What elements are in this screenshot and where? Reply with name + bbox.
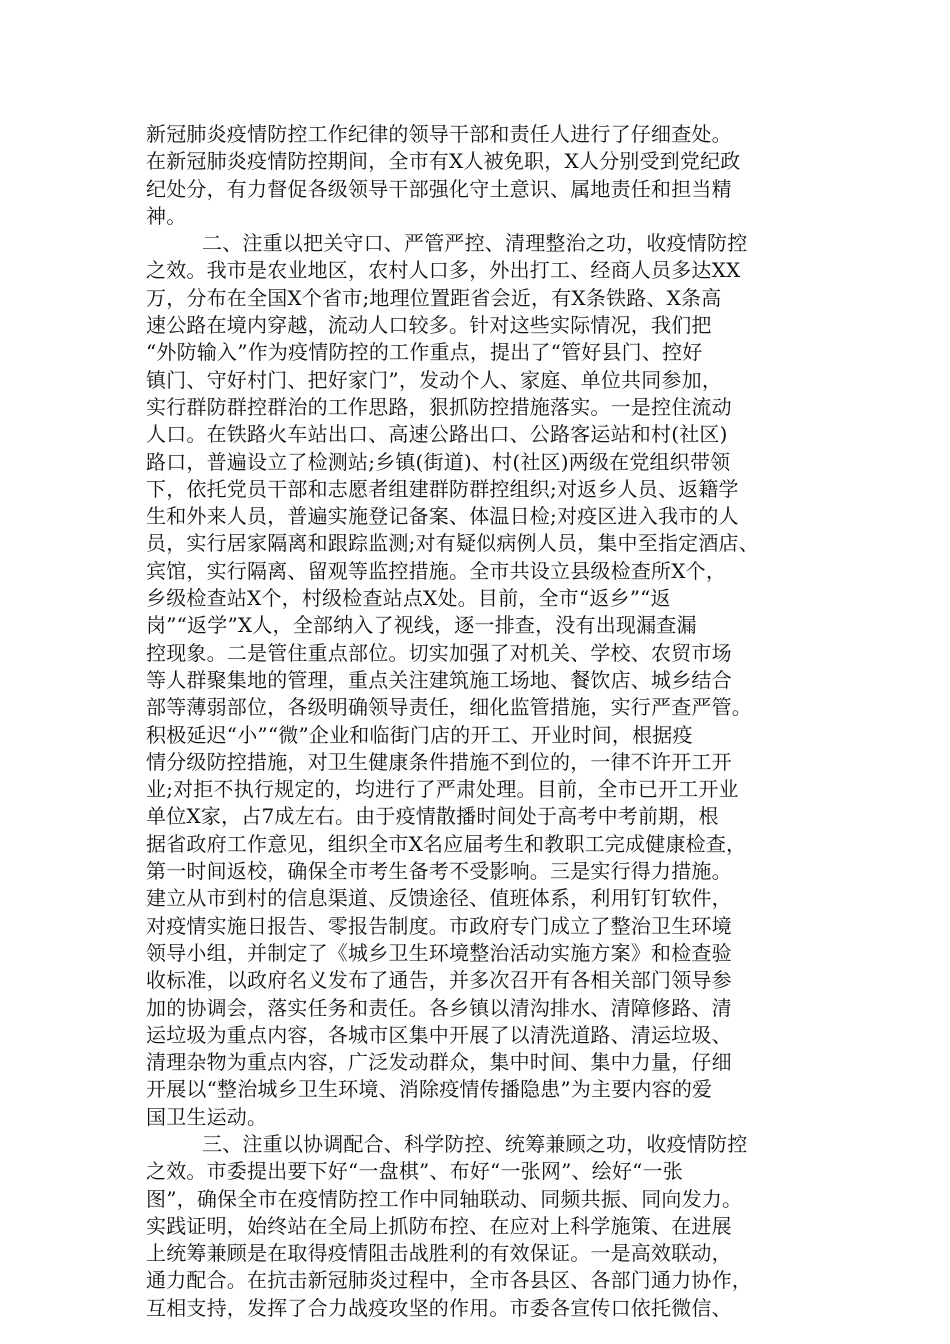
text-line: 开展以“整治城乡卫生环境、消除疫情传播隐患”为主要内容的爱 (146, 1077, 713, 1102)
text-line: 单位X家，占7成左右。由于疫情散播时间处于高考中考前期，根 (146, 804, 719, 829)
text-line: 情分级防控措施，对卫生健康条件措施不到位的，一律不许开工开 (146, 749, 732, 774)
text-line: 三、注重以协调配合、科学防控、统筹兼顾之功，收疫情防控 (202, 1131, 748, 1156)
text-line: 之效。我市是农业地区，农村人口多，外出打工、经商人员多达XX (146, 258, 741, 283)
text-line: “外防输入”作为疫情防控的工作重点，提出了“管好县门、控好 (146, 340, 703, 365)
text-line: 国卫生运动。 (146, 1104, 268, 1129)
text-line: 第一时间返校，确保全市考生备考不受影响。三是实行得力措施。 (146, 859, 732, 884)
document-body-text (146, 121, 822, 1322)
text-line: 加的协调会，落实任务和责任。各乡镇以清沟排水、清障修路、清 (146, 995, 732, 1020)
text-line: 清理杂物为重点内容，广泛发动群众，集中时间、集中力量，仔细 (146, 1050, 732, 1075)
text-line: 部等薄弱部位，各级明确领导责任，细化监管措施，实行严查严管。 (146, 695, 752, 720)
text-line: 据省政府工作意见，组织全市X名应届考生和教职工完成健康检查， (146, 831, 747, 856)
text-line: 万，分布在全国X个省市;地理位置距省会近，有X条铁路、X条高 (146, 285, 722, 310)
text-line: 领导小组，并制定了《城乡卫生环境整治活动实施方案》和检查验 (146, 940, 732, 965)
text-line: 等人群聚集地的管理，重点关注建筑施工场地、餐饮店、城乡结合 (146, 667, 732, 692)
text-line: 镇门、守好村门、把好家门”，发动个人、家庭、单位共同参加， (146, 367, 723, 392)
text-line: 运垃圾为重点内容，各城市区集中开展了以清洗道路、清运垃圾、 (146, 1022, 732, 1047)
text-line: 上统筹兼顾是在取得疫情阻击战胜利的有效保证。一是高效联动， (146, 1241, 732, 1266)
text-line: 收标准，以政府名义发布了通告，并多次召开有各相关部门领导参 (146, 968, 732, 993)
text-line: 乡级检查站X个，村级检查站点X处。目前，全市“返乡”“返 (146, 586, 671, 611)
text-line: 员，实行居家隔离和跟踪监测;对有疑似病例人员，集中至指定酒店、 (146, 531, 759, 556)
text-line: 速公路在境内穿越，流动人口较多。针对这些实际情况，我们把 (146, 313, 712, 338)
text-line: 宾馆，实行隔离、留观等监控措施。全市共设立县级检查所X个， (146, 558, 727, 583)
text-line: 生和外来人员，普遍实施登记备案、体温日检;对疫区进入我市的人 (146, 504, 739, 529)
text-line: 之效。市委提出要下好“一盘棋”、布好“一张网”、绘好“一张 (146, 1159, 683, 1184)
text-line: 二、注重以把关守口、严管严控、清理整治之功，收疫情防控 (202, 231, 748, 256)
text-line: 岗”“返学”X人，全部纳入了视线，逐一排查，没有出现漏查漏 (146, 613, 697, 638)
text-line: 建立从市到村的信息渠道、反馈途径、值班体系，利用钉钉软件， (146, 886, 732, 911)
text-line: 人口。在铁路火车站出口、高速公路出口、公路客运站和村(社区) (146, 422, 728, 447)
text-line: 在新冠肺炎疫情防控期间，全市有X人被免职，X人分别受到党纪政 (146, 149, 741, 174)
text-line: 控现象。二是管住重点部位。切实加强了对机关、学校、农贸市场 (146, 640, 732, 665)
text-line: 互相支持，发挥了合力战疫攻坚的作用。市委各宣传口依托微信、 (146, 1295, 732, 1320)
text-line: 纪处分，有力督促各级领导干部强化守土意识、属地责任和担当精 (146, 176, 732, 201)
text-line: 通力配合。在抗击新冠肺炎过程中，全市各县区、各部门通力协作， (146, 1268, 752, 1293)
text-line: 下，依托党员干部和志愿者组建群防群控组织;对返乡人员、返籍学 (146, 476, 739, 501)
text-line: 实践证明，始终站在全局上抓防布控、在应对上科学施策、在进展 (146, 1213, 732, 1238)
text-line: 业;对拒不执行规定的，均进行了严肃处理。目前，全市已开工开业 (146, 777, 739, 802)
text-line: 图”，确保全市在疫情防控工作中同轴联动、同频共振、同向发力。 (146, 1186, 743, 1211)
text-line: 路口，普遍设立了检测站;乡镇(街道)、村(社区)两级在党组织带领 (146, 449, 731, 474)
text-line: 对疫情实施日报告、零报告制度。市政府专门成立了整治卫生环境 (146, 913, 732, 938)
text-line: 新冠肺炎疫情防控工作纪律的领导干部和责任人进行了仔细查处。 (146, 122, 732, 146)
text-line: 实行群防群控群治的工作思路，狠抓防控措施落实。一是控住流动 (146, 394, 732, 419)
text-line: 积极延迟“小”“微”企业和临街门店的开工、开业时间，根据疫 (146, 722, 693, 747)
text-line: 神。 (146, 203, 187, 228)
